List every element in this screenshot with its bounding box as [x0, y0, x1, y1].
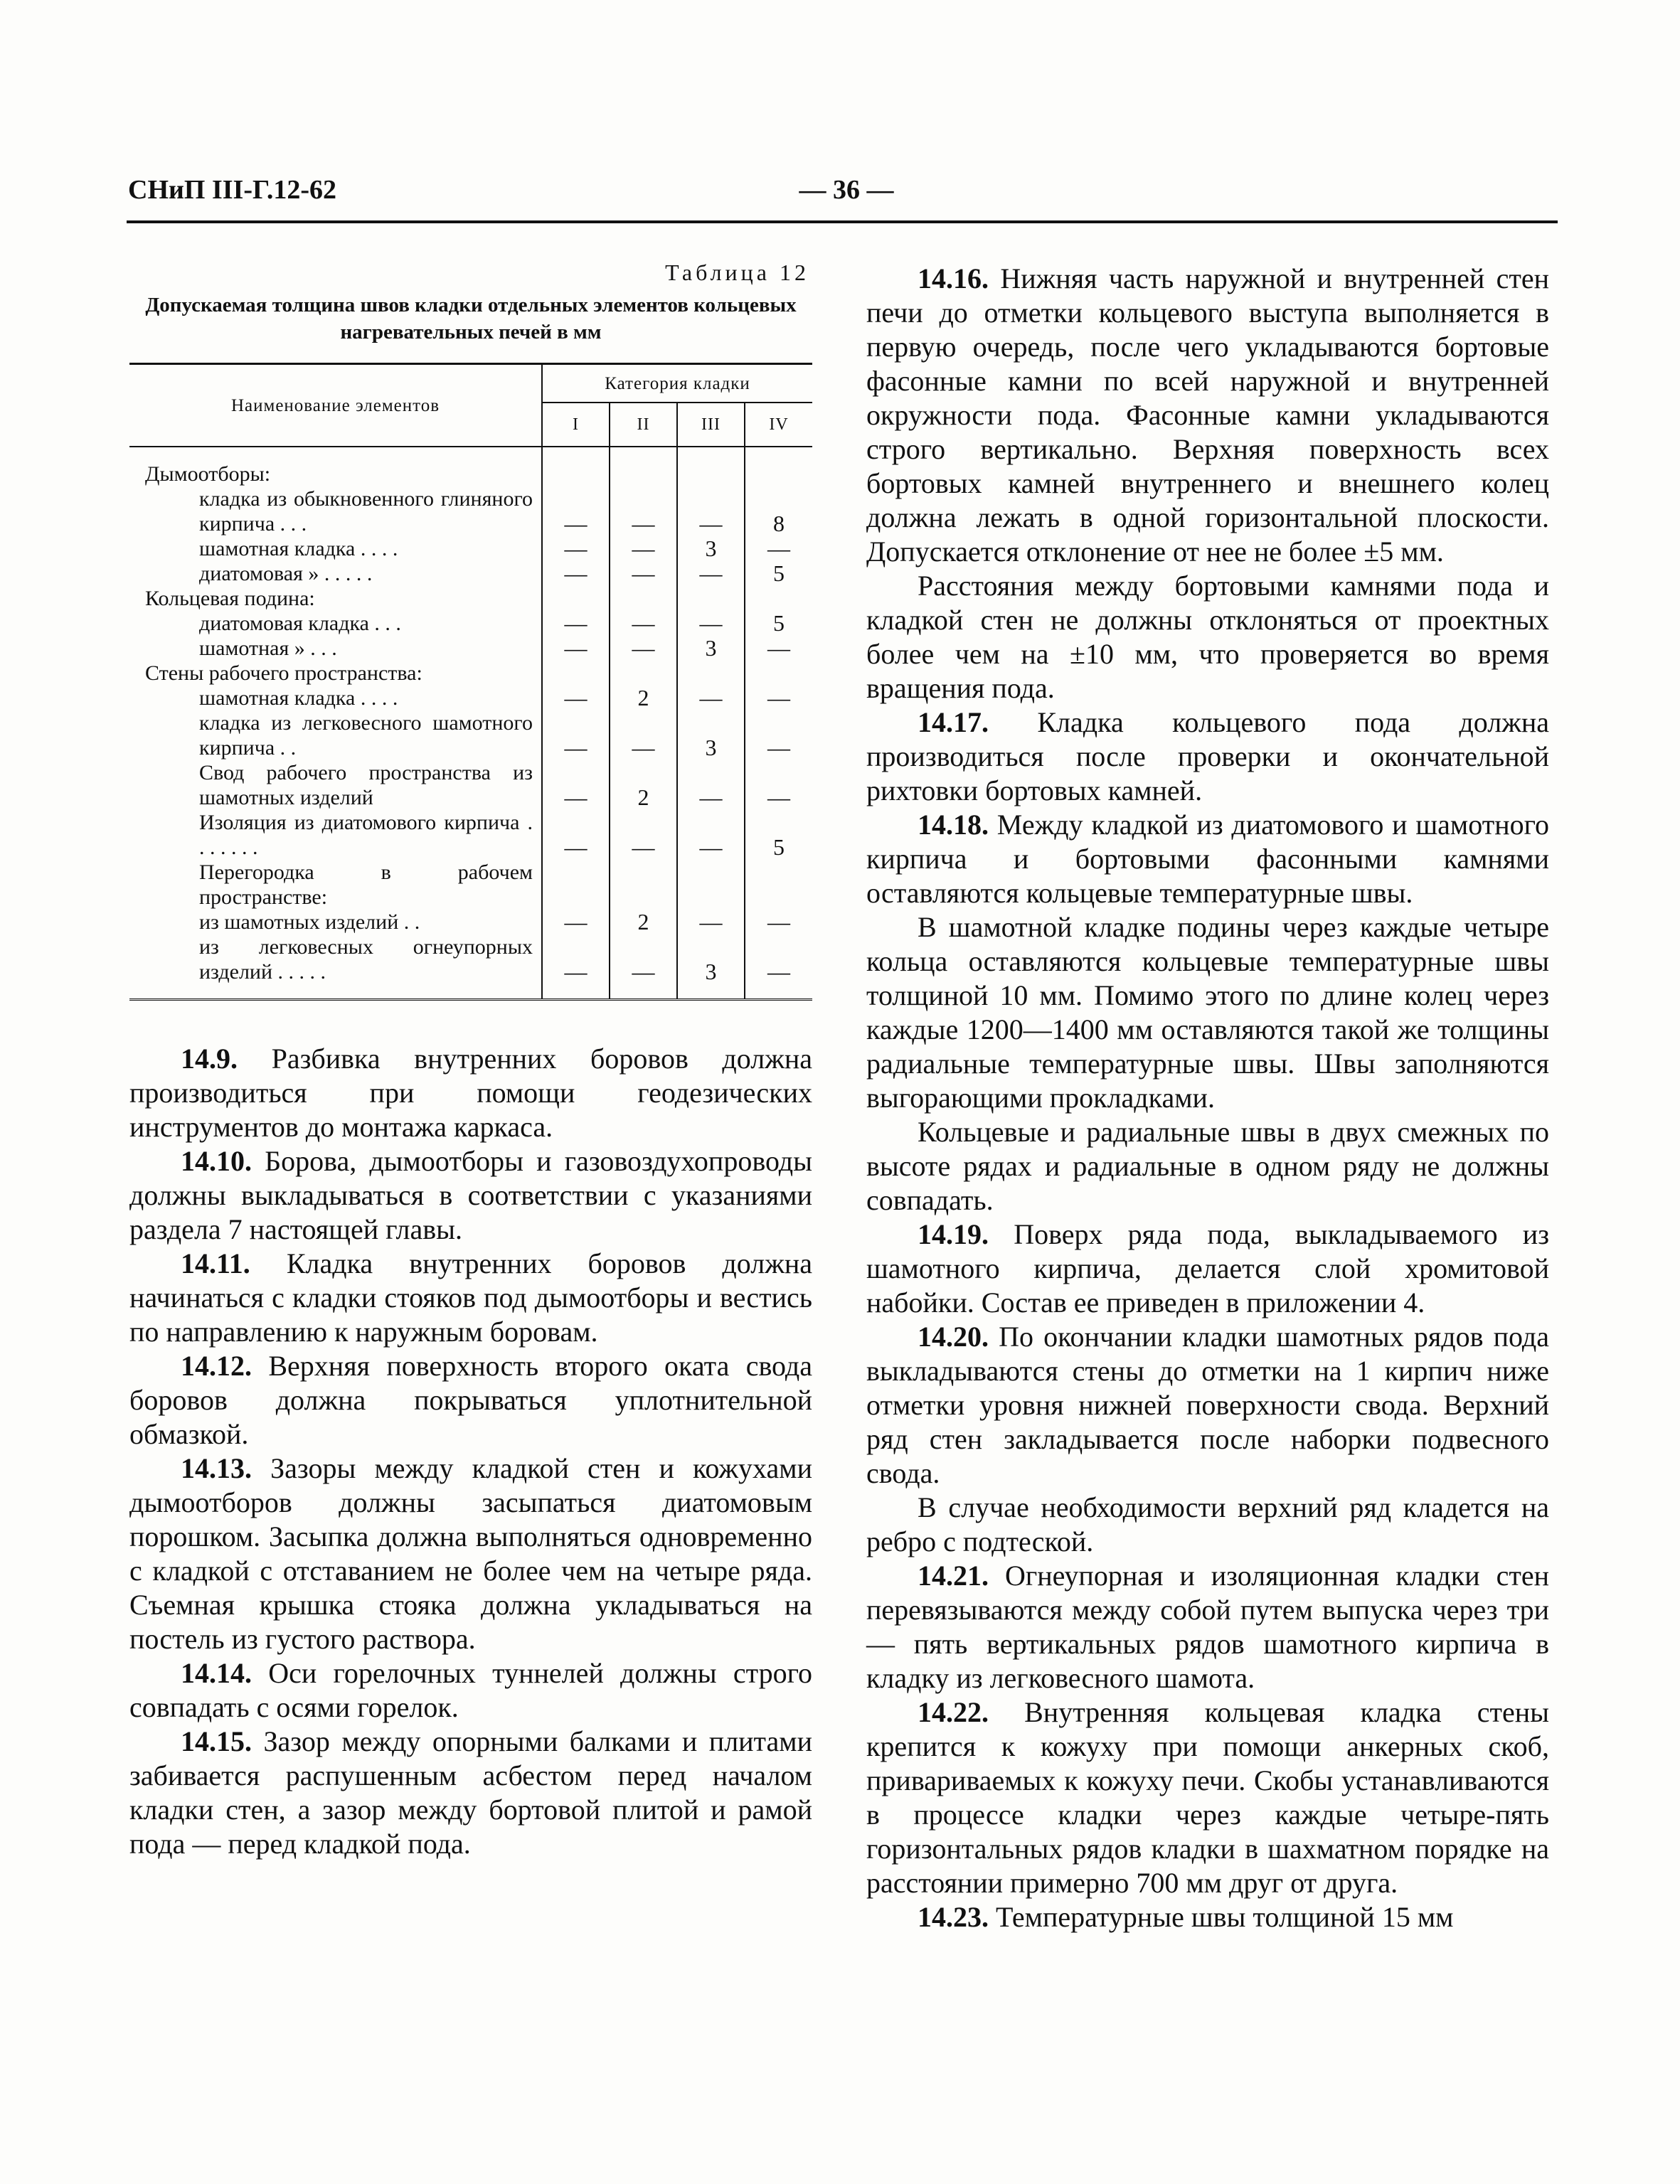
cell-category-3 — [677, 661, 745, 686]
clause-text: Зазор между опорными балками и плитами забивается распушенным асбестом перед началом кладки стен, а зазор между бортовой плитой и рамой пода — перед кладкой пода. — [129, 1725, 813, 1860]
cell-category-2: — — [610, 536, 677, 561]
cell-category-2: — — [610, 810, 677, 860]
cell-category-1: — — [542, 611, 610, 636]
cell-category-1 — [542, 661, 610, 686]
cell-category-4: — — [745, 710, 812, 760]
cell-category-4 — [745, 586, 812, 611]
cell-category-1: — — [542, 536, 610, 561]
table-row — [129, 686, 812, 710]
paragraph — [866, 1218, 1549, 1320]
clause-number: 14.9. — [181, 1043, 238, 1075]
table-row — [129, 462, 812, 486]
table-row — [129, 486, 812, 536]
cell-category-3 — [677, 586, 745, 611]
row-label: из легковесных огнеупорных изделий . . . . . — [199, 935, 533, 984]
cell-category-4: — — [745, 686, 812, 710]
cell-category-4: — — [745, 760, 812, 810]
paragraph — [129, 1656, 812, 1725]
cell-category-1: — — [542, 486, 610, 536]
cell-category-4: — — [745, 536, 812, 561]
cell-category-1: — — [542, 760, 610, 810]
paragraph — [129, 1349, 812, 1451]
cell-category-1: — — [542, 636, 610, 661]
clause-number: 14.11. — [181, 1247, 250, 1279]
cell-category-3: — — [677, 611, 745, 636]
left-column — [129, 260, 812, 1861]
clause-text: Между кладкой из диатомового и шамотного кирпича и бортовыми фасонными камнями оставляются кольцевые температурные швы. — [866, 809, 1550, 909]
table-row — [129, 561, 812, 586]
cell-category-1: — — [542, 561, 610, 586]
clause-number: 14.20. — [918, 1321, 989, 1353]
paragraph — [866, 1320, 1549, 1491]
cell-category-2: 2 — [610, 686, 677, 710]
page-header — [128, 174, 1558, 224]
cell-category-4: — — [745, 934, 812, 984]
cell-category-4: 5 — [745, 810, 812, 860]
clause-number: 14.17. — [918, 706, 989, 738]
paragraph — [866, 705, 1549, 808]
clause-text: Расстояния между бортовыми камнями пода и кладкой стен не должны отклоняться от проектных более чем на ±10 мм, что проверяется во время вращения пода. — [866, 570, 1549, 704]
cell-category-1: — — [542, 934, 610, 984]
row-label: Кольцевая подина: — [145, 587, 315, 610]
clause-text: В шамотной кладке подины через каждые четыре кольца оставляются кольцевые температурные швы толщиной 10 мм. Помимо этого по длине колец через каждые 1200—1400 мм оставляются такой же толщины радиальные температурные швы. Швы заполняются выгорающими прокладками. — [866, 911, 1549, 1114]
row-label: диатомовая » . . . . . — [199, 562, 373, 585]
paragraph — [866, 1900, 1549, 1934]
row-label: кладка из легковесного шамотного кирпича . . — [199, 711, 533, 760]
paragraph — [866, 808, 1549, 910]
cell-category-4: 8 — [745, 486, 812, 536]
table-row — [129, 611, 812, 636]
table-caption: Таблица 12 — [665, 260, 809, 285]
cell-category-4: — — [745, 910, 812, 934]
table-row — [129, 661, 812, 686]
paragraph — [866, 1559, 1549, 1695]
cell-category-3: — — [677, 760, 745, 810]
table-row — [129, 536, 812, 561]
paragraph — [129, 1042, 812, 1144]
clause-text: Оси горелочных туннелей должны строго совпадать с осями горелок. — [129, 1657, 813, 1723]
paragraph — [129, 1144, 812, 1247]
table-row — [129, 586, 812, 611]
cell-category-1 — [542, 586, 610, 611]
column-header-cat-2: II — [610, 403, 677, 447]
clause-text: По окончании кладки шамотных рядов пода выкладываются стены до отметки на 1 кирпич ниже отметки уровня нижней поверхности свода. Верхний ряд стен закладывается после наборки подвесного свода. — [866, 1321, 1550, 1489]
clause-text: Огнеупорная и изоляционная кладки стен перевязываются между собой путем выпуска через три — пять вертикальных рядов шамотного кирпича в кладку из легковесного шамота. — [866, 1560, 1549, 1694]
cell-category-3: — — [677, 686, 745, 710]
cell-category-1: — — [542, 686, 610, 710]
cell-category-3: 3 — [677, 934, 745, 984]
clause-text: Разбивка внутренних боровов должна производиться при помощи геодезических инструментов до монтажа каркаса. — [129, 1043, 812, 1143]
clause-text: Внутренняя кольцевая кладка стены крепится к кожуху при помощи анкерных скоб, привариваемых к кожуху печи. Скобы устанавливаются в процессе кладки через каждые четыре-пять горизонтальных рядов кладки в шахматном порядке на расстоянии примерно 700 мм друг от друга. — [866, 1696, 1549, 1899]
clause-text: Температурные швы толщиной 15 мм — [996, 1901, 1454, 1933]
cell-category-1 — [542, 860, 610, 910]
cell-category-3: — — [677, 561, 745, 586]
clause-number: 14.16. — [918, 262, 989, 294]
row-label: шамотная » . . . — [199, 636, 337, 660]
clause-number: 14.23. — [918, 1901, 989, 1933]
left-text — [129, 1042, 812, 1861]
table-body — [129, 447, 812, 1000]
paragraph — [866, 1695, 1549, 1900]
row-label: Изоляция из диатомового кирпича . . . . . . . — [199, 811, 533, 859]
table-row — [129, 810, 812, 860]
cell-category-2: — — [610, 486, 677, 536]
clause-text: Борова, дымоотборы и газовоздухопроводы должны выкладываться в соответствии с указаниями раздела 7 настоящей главы. — [129, 1145, 813, 1245]
clause-number: 14.19. — [918, 1218, 989, 1250]
clause-number: 14.21. — [918, 1560, 989, 1592]
cell-category-3: 3 — [677, 710, 745, 760]
clause-number: 14.12. — [181, 1350, 252, 1382]
cell-category-2: 2 — [610, 760, 677, 810]
right-column — [866, 262, 1549, 1934]
cell-category-4 — [745, 860, 812, 910]
cell-category-4: — — [745, 636, 812, 661]
cell-category-1: — — [542, 710, 610, 760]
cell-category-2 — [610, 661, 677, 686]
paragraph — [866, 1491, 1549, 1559]
cell-category-2: 2 — [610, 910, 677, 934]
paragraph — [866, 910, 1549, 1115]
clause-number: 14.14. — [181, 1657, 252, 1689]
clause-text: В случае необходимости верхний ряд кладется на ребро с подтеской. — [866, 1491, 1549, 1557]
clause-text: Зазоры между кладкой стен и кожухами дымоотборов должны засыпаться диатомовым порошком. Засыпка должна выполняться одновременно с кладкой с отставанием не более чем на четыре ряда. Съемная крышка стояка должна укладываться на постель из густого раствора. — [129, 1452, 813, 1655]
cell-category-2: — — [610, 636, 677, 661]
header-rule — [127, 220, 1558, 223]
cell-category-2 — [610, 860, 677, 910]
cell-category-3: — — [677, 810, 745, 860]
cell-category-3 — [677, 462, 745, 486]
thickness-table — [129, 363, 812, 1001]
clause-number: 14.13. — [181, 1452, 252, 1484]
row-label: Стены рабочего пространства: — [145, 661, 422, 685]
column-header-category: Категория кладки — [542, 364, 812, 403]
cell-category-4: 5 — [745, 611, 812, 636]
table-row — [129, 710, 812, 760]
row-label: кладка из обыкновенного глиняного кирпича . . . — [199, 487, 533, 536]
cell-category-2: — — [610, 561, 677, 586]
row-label: диатомовая кладка . . . — [199, 612, 401, 635]
cell-category-4 — [745, 661, 812, 686]
cell-category-2: — — [610, 611, 677, 636]
paragraph — [129, 1247, 812, 1349]
table-row — [129, 636, 812, 661]
cell-category-2 — [610, 462, 677, 486]
column-header-cat-3: III — [677, 403, 745, 447]
clause-text: Кольцевые и радиальные швы в двух смежных по высоте рядах и радиальные в одном ряду не должны совпадать. — [866, 1116, 1549, 1216]
cell-category-3: 3 — [677, 636, 745, 661]
paragraph — [129, 1451, 812, 1656]
column-header-cat-4: IV — [745, 403, 812, 447]
row-label: Дымоотборы: — [145, 462, 271, 486]
clause-number: 14.10. — [181, 1145, 252, 1177]
cell-category-1 — [542, 462, 610, 486]
table-row — [129, 910, 812, 934]
paragraph — [866, 262, 1549, 569]
column-header-cat-1: I — [542, 403, 610, 447]
paragraph — [866, 569, 1549, 705]
clause-text: Поверх ряда пода, выкладываемого из шамотного кирпича, делается слой хромитовой набойки. Состав ее приведен в приложении 4. — [866, 1218, 1550, 1319]
cell-category-2 — [610, 586, 677, 611]
column-header-name: Наименование элементов — [129, 364, 542, 447]
clause-text: Кладка кольцевого пода должна производиться после проверки и окончательной рихтовки бортовых камней. — [866, 706, 1550, 806]
row-label: шамотная кладка . . . . — [199, 537, 398, 560]
table-row — [129, 934, 812, 984]
clause-text: Нижняя часть наружной и внутренней стен печи до отметки кольцевого выступа выполняется в первую очередь, после чего укладываются бортовые фасонные камни по всей наружной и внутренней окружности пода. Фасонные камни укладываются строго вертикально. Верхняя поверхность всех бортовых камней внутреннего и внешнего колец должна лежать в одной горизонтальной плоскости. Допускается отклонение от нее не более ±5 мм. — [866, 262, 1550, 568]
cell-category-4: 5 — [745, 561, 812, 586]
clause-number: 14.18. — [918, 809, 989, 841]
table-title: Допускаемая толщина швов кладки отдельных элементов кольцевых нагревательных печей в мм — [145, 294, 797, 343]
cell-category-1: — — [542, 810, 610, 860]
cell-category-4 — [745, 462, 812, 486]
cell-category-3: — — [677, 910, 745, 934]
clause-number: 14.22. — [918, 1696, 989, 1728]
table-row — [129, 760, 812, 810]
paragraph — [129, 1725, 812, 1861]
cell-category-2: — — [610, 710, 677, 760]
cell-category-3: 3 — [677, 536, 745, 561]
cell-category-3 — [677, 860, 745, 910]
row-label: из шамотных изделий . . — [199, 910, 420, 934]
row-label: шамотная кладка . . . . — [199, 686, 398, 710]
clause-text: Кладка внутренних боровов должна начинаться с кладки стояков под дымоотборы и вестись по направлению к наружным боровам. — [129, 1247, 813, 1348]
row-label: Перегородка в рабочем пространстве: — [199, 861, 533, 909]
paragraph — [866, 1115, 1549, 1218]
table-row — [129, 860, 812, 910]
clause-number: 14.15. — [181, 1725, 252, 1757]
cell-category-2: — — [610, 934, 677, 984]
cell-category-3: — — [677, 486, 745, 536]
row-label: Свод рабочего пространства из шамотных изделий — [199, 761, 533, 809]
page-number: — 36 — — [799, 175, 894, 205]
document-code: СНиП III-Г.12-62 — [128, 175, 337, 205]
cell-category-1: — — [542, 910, 610, 934]
clause-text: Верхняя поверхность второго оката свода боровов должна покрываться уплотнительной обмазкой. — [129, 1350, 813, 1450]
